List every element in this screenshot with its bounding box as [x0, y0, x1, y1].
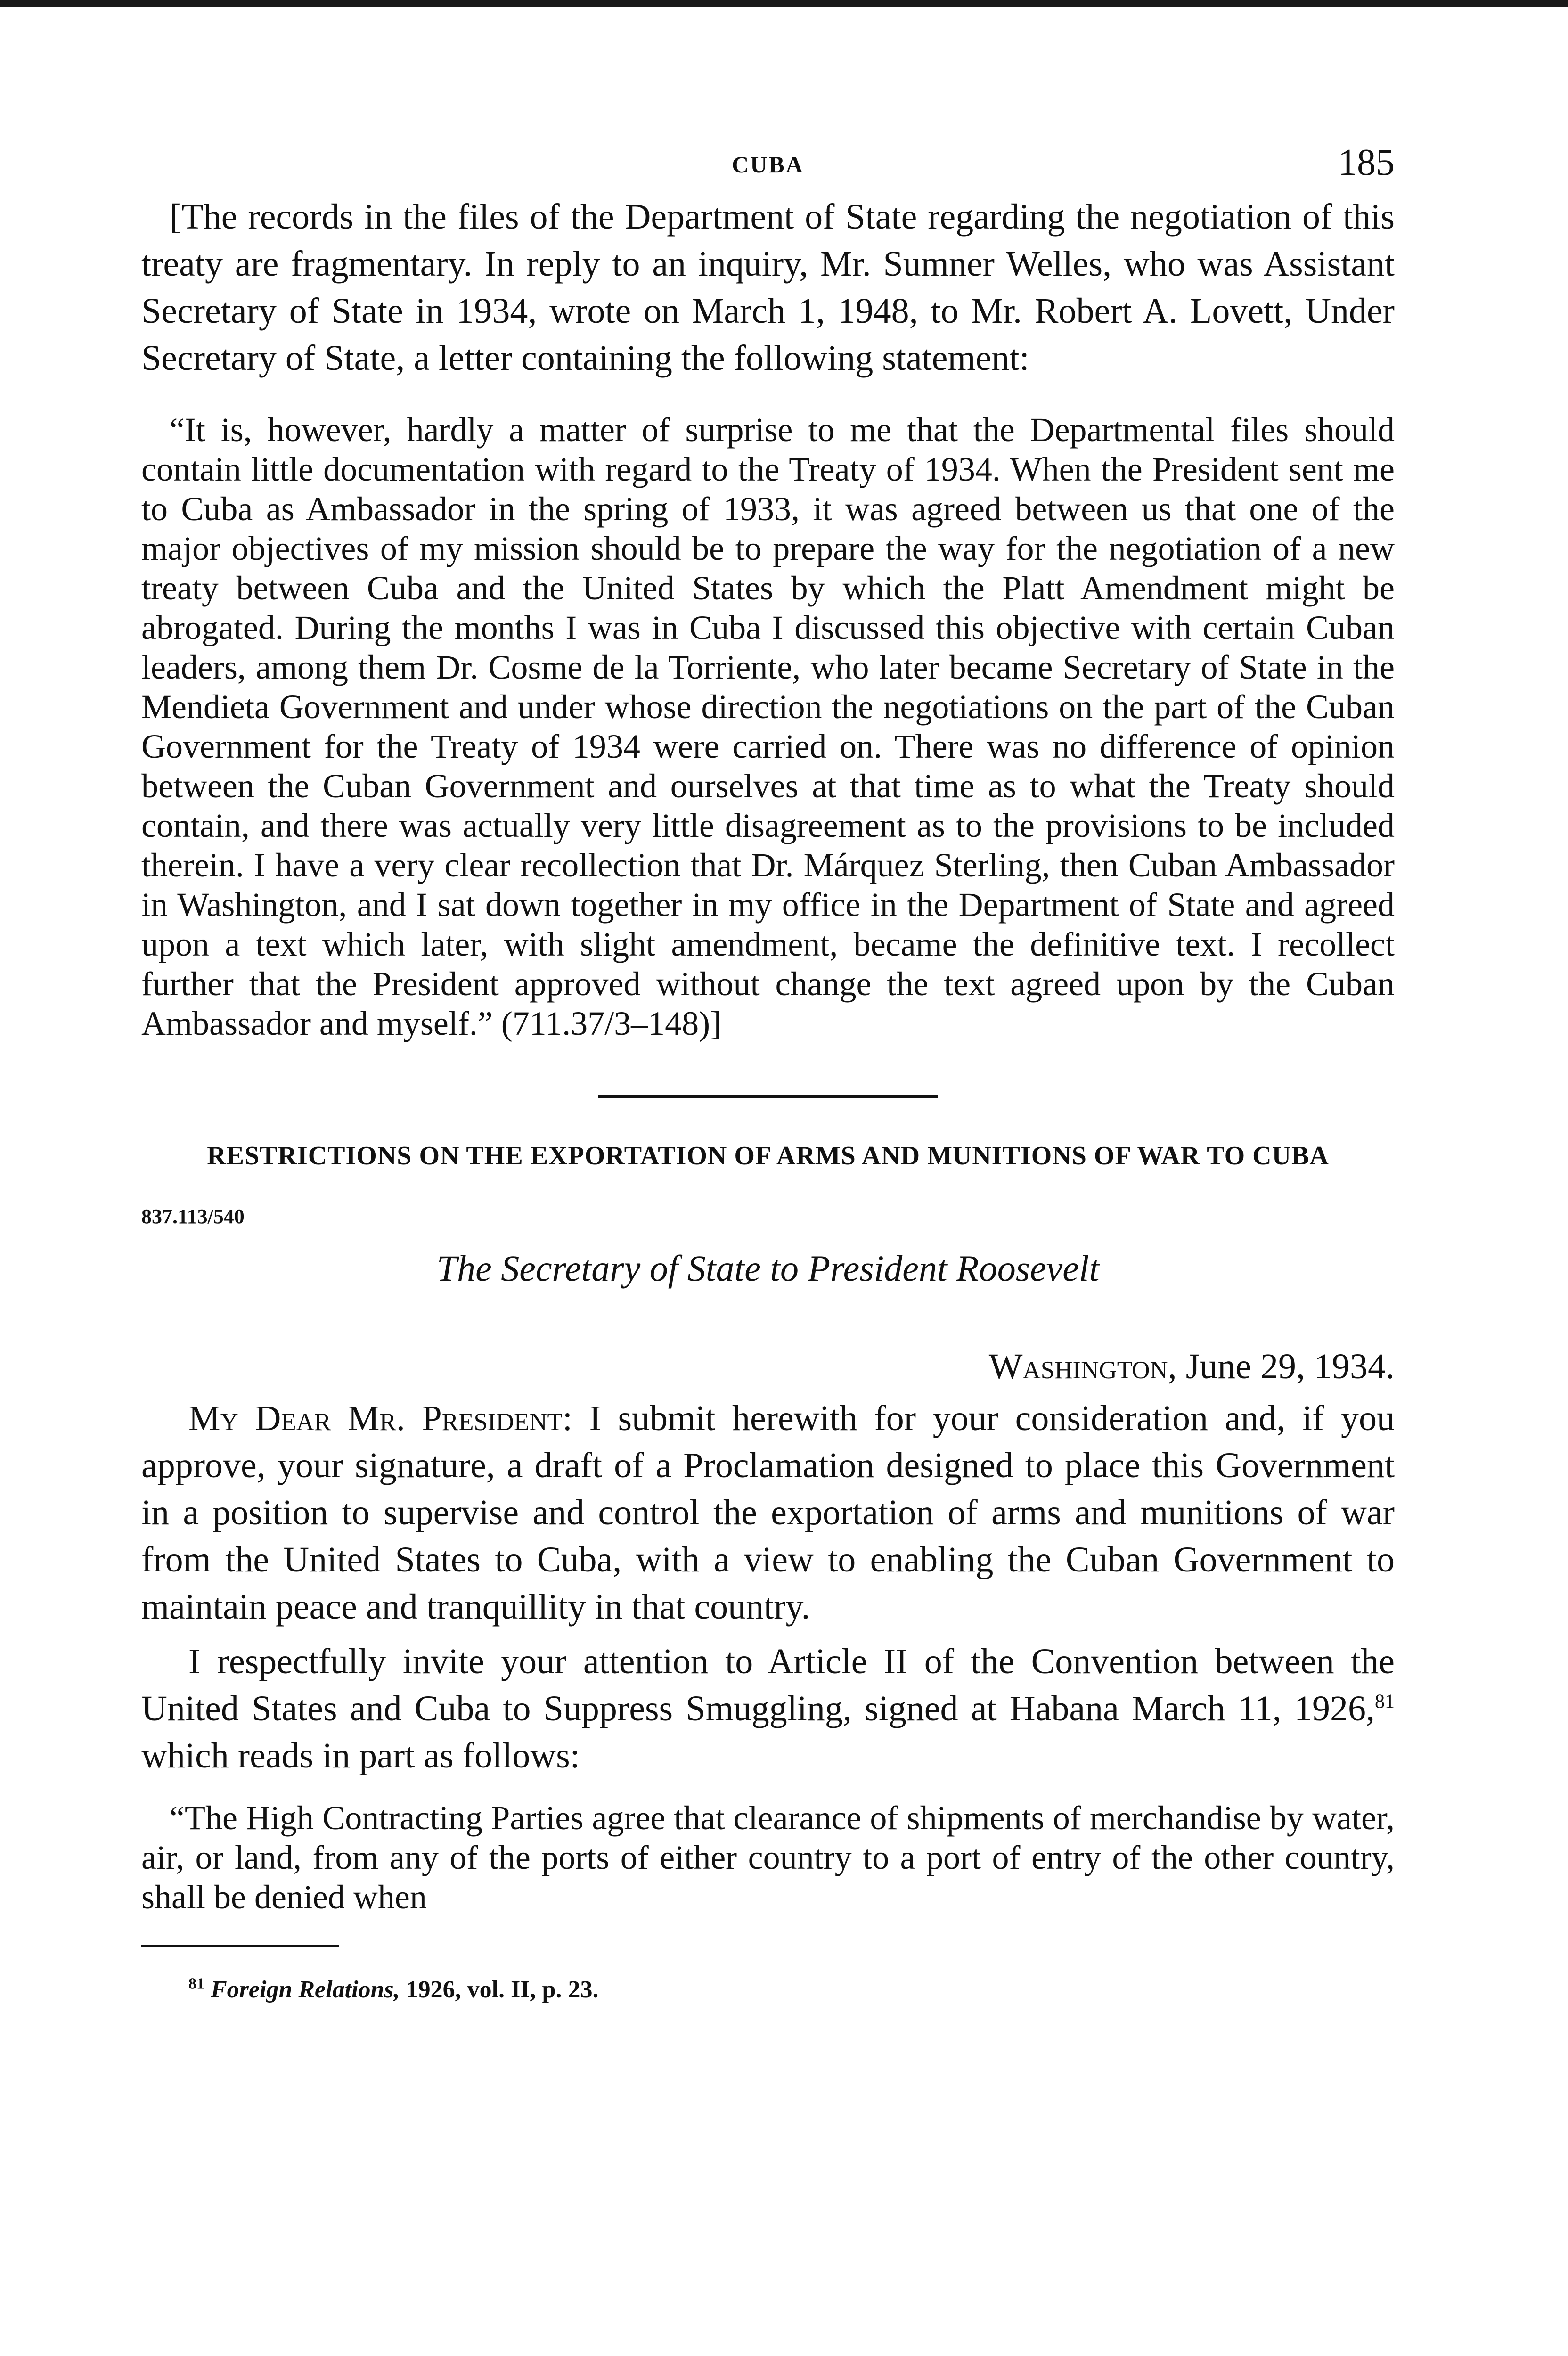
salutation: My Dear Mr. President: [188, 1399, 572, 1438]
letter-paragraph-1 [141, 1395, 1395, 1630]
intro-paragraph: [The records in the files of the Department of State regarding the negotiation of this treaty are fragmentary. In reply to an inquiry, Mr. Sumner Welles, who was Assistant Secretary of State in 1934, wrote on March 1, 1948, to Mr. Robert A. Lovett, Under Secretary of State, a letter containing the following statement: [141, 197, 1395, 378]
document-title: The Secretary of State to President Roosevelt [436, 1248, 1100, 1289]
footnote-rule [141, 1945, 339, 1947]
dateline-date: June 29, 1934. [1176, 1347, 1395, 1386]
file-number: 837.113/540 [141, 1205, 245, 1228]
dateline [141, 1346, 1395, 1387]
top-edge-rule [0, 0, 1568, 7]
document-page [141, 141, 1395, 2004]
footnote-marker: 81 [188, 1975, 204, 1993]
footnote-title: Foreign Relations, [211, 1976, 400, 2003]
page-number: 185 [1338, 142, 1395, 183]
section-divider [598, 1095, 938, 1098]
welles-quote: “It is, however, hardly a matter of surprise to me that the Departmental files should contain little documentation with regard to the Treaty of 1934. When the President sent me to Cuba as Ambassador in the spring of 1933, it was agreed between us that one of the major objectives of my mission should be to prepare the way for the negotiation of a new treaty between Cuba and the United States by which the Platt Amendment might be abrogated. During the months I was in Cuba I discussed this objective with certain Cuban leaders, among them Dr. Cosme de la Torriente, who later became Secretary of State in the Mendieta Government and under whose direction the negotiations on the part of the Cuban Government for the Treaty of 1934 were carried on. There was no difference of opinion between the Cuban Government and ourselves at that time as to what the Treaty should contain, and there was actually very little disagreement as to the provisions to be included therein. I have a very clear recollection that Dr. Márquez Sterling, then Cuban Ambassador in Washington, and I sat down together in my office in the Department of State and agreed upon a text which later, with slight amendment, became the definitive text. I recollect further that the President approved without change the text agreed upon by the Cuban Ambassador and myself.” (711.37/3–148)] [141, 411, 1395, 1042]
paragraph-1-text: I submit herewith for your consideration and, if you approve, your signature, a draft of a Proclamation designed to place this Government in a position to supervise and control the exportation of arms and munitions of war from the United States to Cuba, with a view to enabling the Cuban Government to maintain peace and tranquillity in that country. [141, 1399, 1395, 1627]
letter-paragraph-2 [141, 1638, 1395, 1779]
convention-quote: “The High Contracting Parties agree that clearance of shipments of merchandise by water, air, or land, from any of the ports of either country to a port of entry of the other country, shall be denied when [141, 1799, 1395, 1916]
footnote-citation: 1926, vol. II, p. 23. [400, 1976, 599, 2003]
footnote [141, 1976, 1395, 2004]
paragraph-2-text-end: which reads in part as follows: [141, 1736, 580, 1775]
running-head [141, 141, 1395, 193]
dateline-place: Washington, [988, 1347, 1177, 1386]
section-heading: RESTRICTIONS ON THE EXPORTATION OF ARMS AND MUNITIONS OF WAR TO CUBA [207, 1141, 1329, 1170]
running-title: CUBA [732, 151, 804, 178]
footnote-reference: 81 [1375, 1691, 1395, 1713]
paragraph-2-text: I respectfully invite your attention to Article II of the Convention between the United States and Cuba to Suppress Smuggling, signed at Habana March 11, 1926, [141, 1642, 1395, 1728]
